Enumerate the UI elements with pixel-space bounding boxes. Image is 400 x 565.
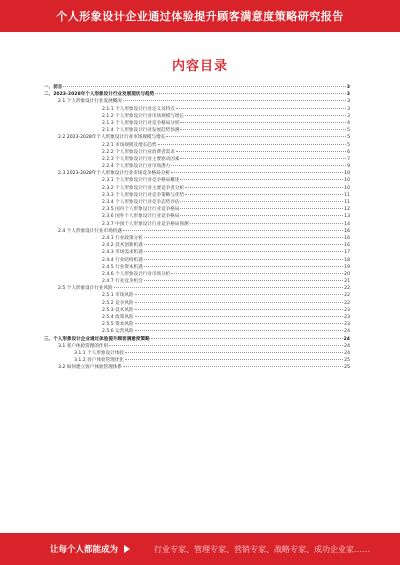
toc-entry-title: 2.4.6 个人形象设计行业市场分析 — [102, 271, 171, 277]
toc-leader-dots — [144, 237, 343, 238]
toc-leader-dots — [185, 194, 343, 195]
toc-leader-dots — [171, 273, 343, 274]
toc-entry[interactable] — [44, 264, 350, 271]
toc-entry-page: 24 — [344, 350, 350, 356]
toc-entry[interactable] — [44, 321, 350, 328]
toc-entry[interactable] — [44, 257, 350, 264]
toc-entry[interactable] — [44, 170, 350, 177]
toc-entry[interactable] — [44, 357, 350, 364]
toc-entry-title: 2.5.2 竞争风险 — [102, 300, 134, 306]
toc-entry-page: 16 — [344, 235, 350, 241]
toc-entry-page: 11 — [344, 192, 350, 198]
toc-entry-page: 5 — [347, 142, 350, 148]
toc-entry-title: 2.1.3 个人形象设计行业竞争格局分析 — [102, 120, 180, 126]
toc-entry-title: 3.2 如何建立客户体验管理体系 — [58, 365, 122, 371]
toc-leader-dots — [176, 108, 346, 109]
toc-entry-page: 18 — [344, 257, 350, 263]
toc-entry[interactable] — [44, 249, 350, 256]
toc-entry-title: 2.5.5 资本风险 — [102, 322, 134, 328]
toc-entry-title: 2.5 个人形象设计行业风险 — [58, 286, 113, 292]
toc-leader-dots — [180, 208, 343, 209]
toc-entry-page: 19 — [344, 264, 350, 270]
toc-entry-title: 2.2.4 个人形象设计行业市场潜力 — [102, 164, 171, 170]
toc-entry-title: 2.1.2 个人形象设计行业市场规模与增长 — [102, 113, 185, 119]
toc-leader-dots — [123, 100, 346, 101]
toc-entry[interactable] — [44, 213, 350, 220]
toc-entry-page: 13 — [344, 214, 350, 220]
toc-entry-title: 2.5.4 政策风险 — [102, 315, 134, 320]
toc-entry[interactable] — [44, 314, 350, 321]
toc-leader-dots — [144, 266, 343, 267]
toc-leader-dots — [63, 86, 345, 87]
toc-entry-page: 14 — [344, 221, 350, 227]
toc-entry-page: 22 — [344, 300, 350, 306]
toc-entry-page: 23 — [344, 307, 350, 313]
toc-entry[interactable] — [44, 192, 350, 199]
toc-entry[interactable] — [44, 307, 350, 314]
toc-entry-page: 9 — [347, 164, 350, 170]
toc-leader-dots — [190, 223, 343, 224]
footer-slogan: 让每个人都能成为 — [50, 545, 119, 555]
table-of-contents — [44, 84, 350, 372]
toc-entry-title: 3.1.1 个人形象设计体验 — [74, 350, 124, 356]
toc-leader-dots — [125, 359, 343, 360]
toc-entry[interactable] — [44, 271, 350, 278]
toc-leader-dots — [135, 294, 344, 295]
toc-entry-title: 2.4.4 行业结构机遇 — [102, 257, 143, 263]
toc-entry-title: 2.5.1 市场风险 — [102, 293, 134, 299]
toc-entry-page: 22 — [344, 286, 350, 292]
toc-entry-page: 20 — [344, 271, 350, 277]
toc-entry-title: 2.1 个人形象设计行业发展概况 — [58, 99, 122, 105]
toc-leader-dots — [144, 259, 343, 260]
toc-entry-title: 2.3.2 个人形象设计行业主要竞争者分析 — [102, 185, 185, 191]
toc-leader-dots — [171, 172, 343, 173]
toc-entry[interactable] — [44, 343, 350, 350]
toc-leader-dots — [180, 179, 343, 180]
toc-leader-dots — [176, 151, 346, 152]
toc-leader-dots — [144, 251, 343, 252]
toc-entry[interactable] — [44, 84, 350, 91]
toc-entry-page: 17 — [344, 250, 350, 256]
toc-entry[interactable] — [44, 336, 350, 343]
toc-leader-dots — [180, 122, 346, 123]
toc-entry-title: 2.1.1 个人形象设计行业定义及特点 — [102, 106, 175, 112]
toc-entry-title: 2.2.2 个人形象设计行业消费者需求 — [102, 149, 175, 155]
toc-entry[interactable] — [44, 292, 350, 299]
toc-entry-page: 24 — [344, 329, 350, 335]
toc-entry[interactable] — [44, 278, 350, 285]
toc-entry-page: 21 — [344, 279, 350, 285]
footer-tagline: 行业专家、管理专家、营销专家、战略专家、成功企业家…… — [154, 544, 371, 554]
toc-entry[interactable] — [44, 235, 350, 242]
toc-entry[interactable] — [44, 285, 350, 292]
toc-entry[interactable] — [44, 206, 350, 213]
toc-entry-title: 2.3.1 个人形象设计行业竞争格局概述 — [102, 178, 180, 184]
toc-entry-page: 7 — [347, 156, 350, 162]
toc-entry-page: 10 — [344, 171, 350, 177]
toc-entry-page: 3 — [347, 113, 350, 119]
arrow-right-icon — [124, 545, 130, 553]
toc-entry[interactable] — [44, 91, 350, 98]
toc-entry-title: 2.4.7 行业竞争机会 — [102, 279, 143, 285]
toc-entry[interactable] — [44, 113, 350, 120]
toc-entry[interactable] — [44, 127, 350, 134]
toc-entry-page: 4 — [347, 120, 350, 126]
toc-leader-dots — [135, 302, 344, 303]
toc-entry[interactable] — [44, 106, 350, 113]
toc-entry[interactable] — [44, 156, 350, 163]
toc-leader-dots — [135, 330, 344, 331]
toc-entry-page: 3 — [346, 92, 350, 98]
toc-entry[interactable] — [44, 185, 350, 192]
toc-entry-page: 5 — [347, 135, 350, 141]
toc-entry-page: 6 — [347, 149, 350, 155]
toc-entry-title: 2.2 2023-2028年个人形象设计行业市场规模与增长 — [58, 135, 166, 141]
toc-entry-title: 3.1.2 客户体验管理优化 — [74, 358, 124, 364]
toc-entry-page: 22 — [344, 293, 350, 299]
report-header-bar — [0, 0, 400, 32]
toc-entry-page: 16 — [344, 243, 350, 249]
toc-entry-title: 2.3.4 个人形象设计行业竞争态势评估 — [102, 200, 180, 205]
toc-entry-title: 2.3 2023-2028年个人形象设计行业市场竞争格局分析 — [58, 171, 170, 177]
toc-leader-dots — [185, 115, 346, 116]
toc-entry-title: 2.3.3 个人形象设计行业竞争策略与优势 — [102, 192, 185, 198]
toc-entry-page: 25 — [344, 358, 350, 364]
toc-entry-title: 2.4 个人形象设计行业市场机遇 — [58, 228, 122, 234]
toc-entry-page: 10 — [344, 178, 350, 184]
toc-entry-page: 5 — [347, 128, 350, 134]
toc-leader-dots — [135, 323, 344, 324]
report-title: 个人形象设计企业通过体验提升顾客满意度策略研究报告 — [56, 10, 344, 23]
toc-leader-dots — [171, 165, 346, 166]
toc-entry-page: 24 — [344, 343, 350, 349]
toc-entry-page: 11 — [344, 200, 350, 205]
toc-entry[interactable] — [44, 98, 350, 105]
toc-entry[interactable] — [44, 350, 350, 357]
toc-leader-dots — [114, 287, 343, 288]
toc-entry-page: 25 — [344, 365, 350, 371]
toc-entry[interactable] — [44, 149, 350, 156]
toc-entry-title: 2.2.3 个人形象设计行业主要驱动因素 — [102, 156, 180, 162]
toc-entry[interactable] — [44, 142, 350, 149]
toc-entry[interactable] — [44, 328, 350, 335]
toc-leader-dots — [158, 144, 347, 145]
toc-entry[interactable] — [44, 228, 350, 235]
toc-leader-dots — [125, 352, 343, 353]
toc-entry-title: 2.3.5 国内个人形象设计行业竞争格局 — [102, 207, 180, 213]
toc-leader-dots — [123, 366, 343, 367]
toc-leader-dots — [180, 129, 346, 130]
toc-leader-dots — [185, 187, 343, 188]
toc-entry-page: 12 — [344, 207, 350, 213]
toc-leader-dots — [180, 158, 346, 159]
toc-entry[interactable] — [44, 199, 350, 206]
toc-entry-page: 23 — [344, 315, 350, 320]
toc-entry-title: 2.3.6 国外个人形象设计行业竞争格局 — [102, 214, 180, 220]
toc-heading: 内容目录 — [171, 59, 228, 74]
toc-entry-title: 2.1.4 个人形象设计行业发展趋势预测 — [102, 128, 180, 134]
toc-entry[interactable] — [44, 300, 350, 307]
toc-entry-page: 3 — [346, 85, 350, 90]
toc-entry-page: 10 — [344, 185, 350, 191]
toc-entry-page: 16 — [344, 228, 350, 234]
toc-entry-page: 23 — [344, 322, 350, 328]
toc-leader-dots — [135, 309, 344, 310]
toc-entry-page: 24 — [343, 336, 350, 342]
toc-entry[interactable] — [44, 242, 350, 249]
toc-leader-dots — [166, 136, 346, 137]
toc-leader-dots — [144, 280, 343, 281]
toc-entry-title: 二、2023-2028年个人形象设计行业发展现状与趋势 — [44, 92, 155, 98]
toc-leader-dots — [144, 244, 343, 245]
toc-entry[interactable] — [44, 221, 350, 228]
toc-entry-title: 2.4.1 行业政策分析 — [102, 235, 143, 241]
toc-entry-page: 3 — [347, 99, 350, 105]
toc-entry[interactable] — [44, 163, 350, 170]
toc-entry-title: 2.5.3 技术风险 — [102, 307, 134, 313]
toc-entry-title: 2.4.3 市场需求机遇 — [102, 250, 143, 256]
toc-entry-title: 一、前言 — [44, 85, 63, 90]
toc-entry-title: 三、个人形象设计企业通过体验提升顾客满意度策略 — [44, 336, 150, 342]
toc-entry[interactable] — [44, 134, 350, 141]
toc-leader-dots — [109, 345, 343, 346]
toc-leader-dots — [180, 201, 343, 202]
toc-leader-dots — [151, 338, 343, 339]
toc-entry-title: 3.1 客户体验管理的作用 — [58, 343, 109, 349]
toc-entry[interactable] — [44, 177, 350, 184]
toc-entry-title: 2.5.6 运营风险 — [102, 329, 134, 335]
toc-leader-dots — [155, 93, 346, 94]
toc-entry-title: 2.4.2 技术创新机遇 — [102, 243, 143, 249]
toc-entry[interactable] — [44, 120, 350, 127]
toc-entry-title: 2.4.5 行业资本机遇 — [102, 264, 143, 270]
toc-entry-title: 2.3.7 中国个人形象设计行业竞争格局预测 — [102, 221, 189, 227]
toc-leader-dots — [123, 230, 343, 231]
toc-entry-page: 3 — [347, 106, 350, 112]
toc-entry-title: 2.2.1 市场规模及增长趋势 — [102, 142, 157, 148]
toc-leader-dots — [180, 215, 343, 216]
toc-entry[interactable] — [44, 364, 350, 371]
toc-leader-dots — [135, 316, 344, 317]
footer-bar — [0, 533, 400, 565]
